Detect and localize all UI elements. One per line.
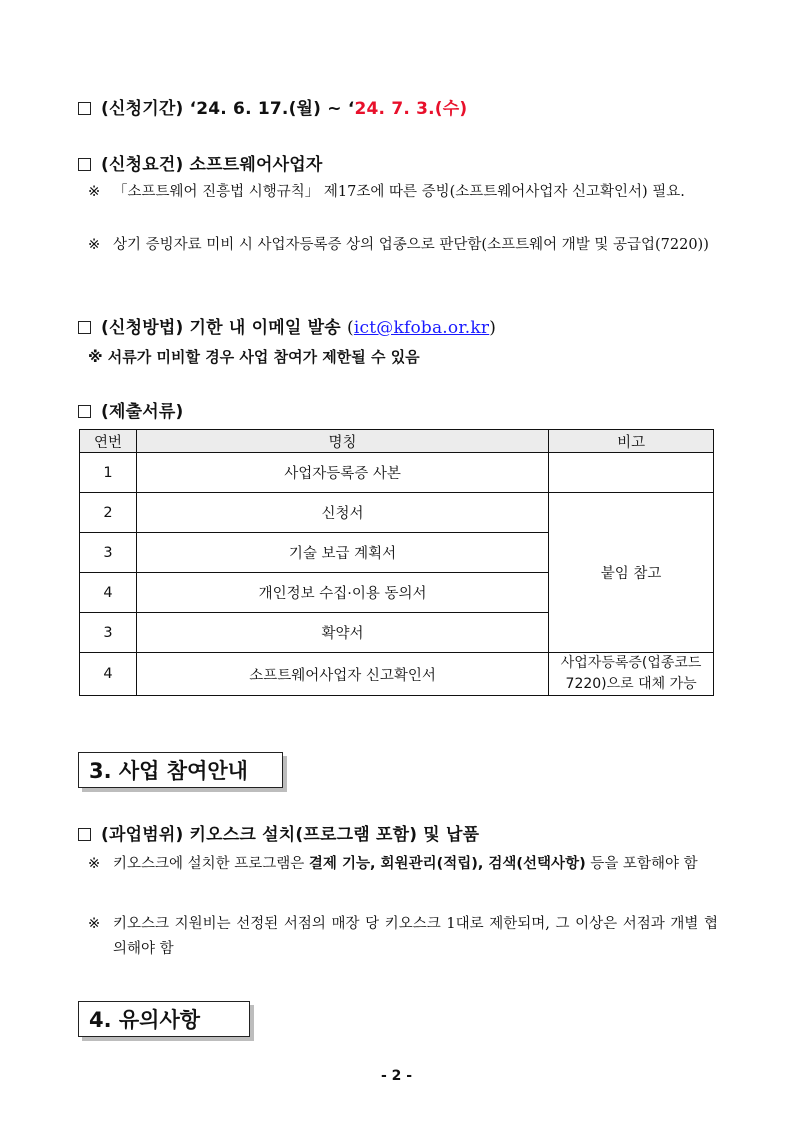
page-number: - 2 -	[380, 1068, 413, 1084]
note-text-pre: 키오스크에 설치한 프로그램은	[113, 856, 309, 872]
note-text: 키오스크 지원비는 선정된 서점의 매장 당 키오스크 1대로 제한되며, 그 이상은 서점과 개별 협의해야 함	[113, 916, 718, 957]
documents-heading-text: (제출서류)	[101, 402, 184, 422]
checkbox-square-icon	[78, 405, 91, 418]
row-name: 소프트웨어사업자 신고확인서	[136, 653, 548, 696]
scope-note-1	[88, 852, 718, 877]
scope-heading-text: (과업범위) 키오스크 설치(프로그램 포함) 및 납품	[101, 825, 480, 845]
row-no: 2	[80, 493, 137, 533]
paren-close: )	[489, 318, 497, 338]
row-name: 사업자등록증 사본	[136, 453, 548, 493]
requirement-note-2	[88, 233, 718, 258]
documents-table	[79, 429, 714, 696]
note-text-post: 등을 포함해야 함	[585, 856, 698, 872]
requirement-heading-text: (신청요건) 소프트웨어사업자	[101, 155, 323, 175]
note-text-bold: 결제 기능, 회원관리(적립), 검색(선택사항)	[308, 856, 586, 872]
row-remark-replace	[549, 653, 714, 696]
period-start: ‘24. 6. 17.(월) ~ ‘	[189, 99, 355, 119]
method-heading	[78, 313, 496, 338]
row-name: 신청서	[136, 493, 548, 533]
section-4-title: 4. 유의사항	[78, 1001, 250, 1037]
row-remark-empty	[549, 453, 714, 493]
checkbox-square-icon	[78, 828, 91, 841]
table-row	[80, 453, 714, 493]
note-mark: ※	[88, 856, 101, 872]
checkbox-square-icon	[78, 321, 91, 334]
application-period-heading	[78, 94, 467, 119]
column-header-remark: 비고	[549, 430, 714, 453]
row-remark-attach: 붙임 참고	[549, 493, 714, 653]
table-row	[80, 653, 714, 696]
email-link[interactable]: ict@kfoba.or.kr	[353, 318, 490, 338]
period-label: (신청기간)	[101, 99, 184, 119]
section-3-title: 3. 사업 참여안내	[78, 752, 283, 788]
note-text	[88, 852, 718, 877]
period-end: 24. 7. 3.(수)	[354, 99, 468, 119]
table-header-row	[80, 430, 714, 453]
row-no: 4	[80, 573, 137, 613]
requirement-heading	[78, 150, 323, 175]
method-heading-text: (신청방법) 기한 내 이메일 발송	[101, 318, 341, 338]
paren-open: (	[347, 318, 354, 338]
note-mark: ※	[88, 916, 101, 932]
checkbox-square-icon	[78, 158, 91, 171]
documents-heading	[78, 397, 183, 422]
column-header-name: 명칭	[136, 430, 548, 453]
row-name: 확약서	[136, 613, 548, 653]
note-text: 상기 증빙자료 미비 시 사업자등록증 상의 업종으로 판단함(소프트웨어 개발 및 공급업(7220))	[113, 237, 709, 253]
note-text: 「소프트웨어 진흥법 시행규칙」 제17조에 따른 증빙(소프트웨어사업자 신고확인서) 필요.	[113, 184, 685, 200]
table-row	[80, 493, 714, 533]
note-mark: ※	[88, 237, 101, 253]
incomplete-documents-warning: ※ 서류가 미비할 경우 사업 참여가 제한될 수 있음	[88, 348, 420, 366]
requirement-note-1	[88, 180, 718, 205]
scope-note-2	[88, 912, 718, 962]
column-header-no: 연번	[80, 430, 137, 453]
remark-replace-line-1: 사업자등록증(업종코드	[560, 655, 702, 671]
row-no: 3	[80, 613, 137, 653]
remark-replace-line-2: 7220)으로 대체 가능	[565, 676, 697, 692]
checkbox-square-icon	[78, 102, 91, 115]
row-no: 3	[80, 533, 137, 573]
scope-heading	[78, 820, 479, 845]
note-mark: ※	[88, 184, 101, 200]
row-name: 기술 보급 계획서	[136, 533, 548, 573]
row-no: 1	[80, 453, 137, 493]
row-name: 개인정보 수집·이용 동의서	[136, 573, 548, 613]
row-no: 4	[80, 653, 137, 696]
